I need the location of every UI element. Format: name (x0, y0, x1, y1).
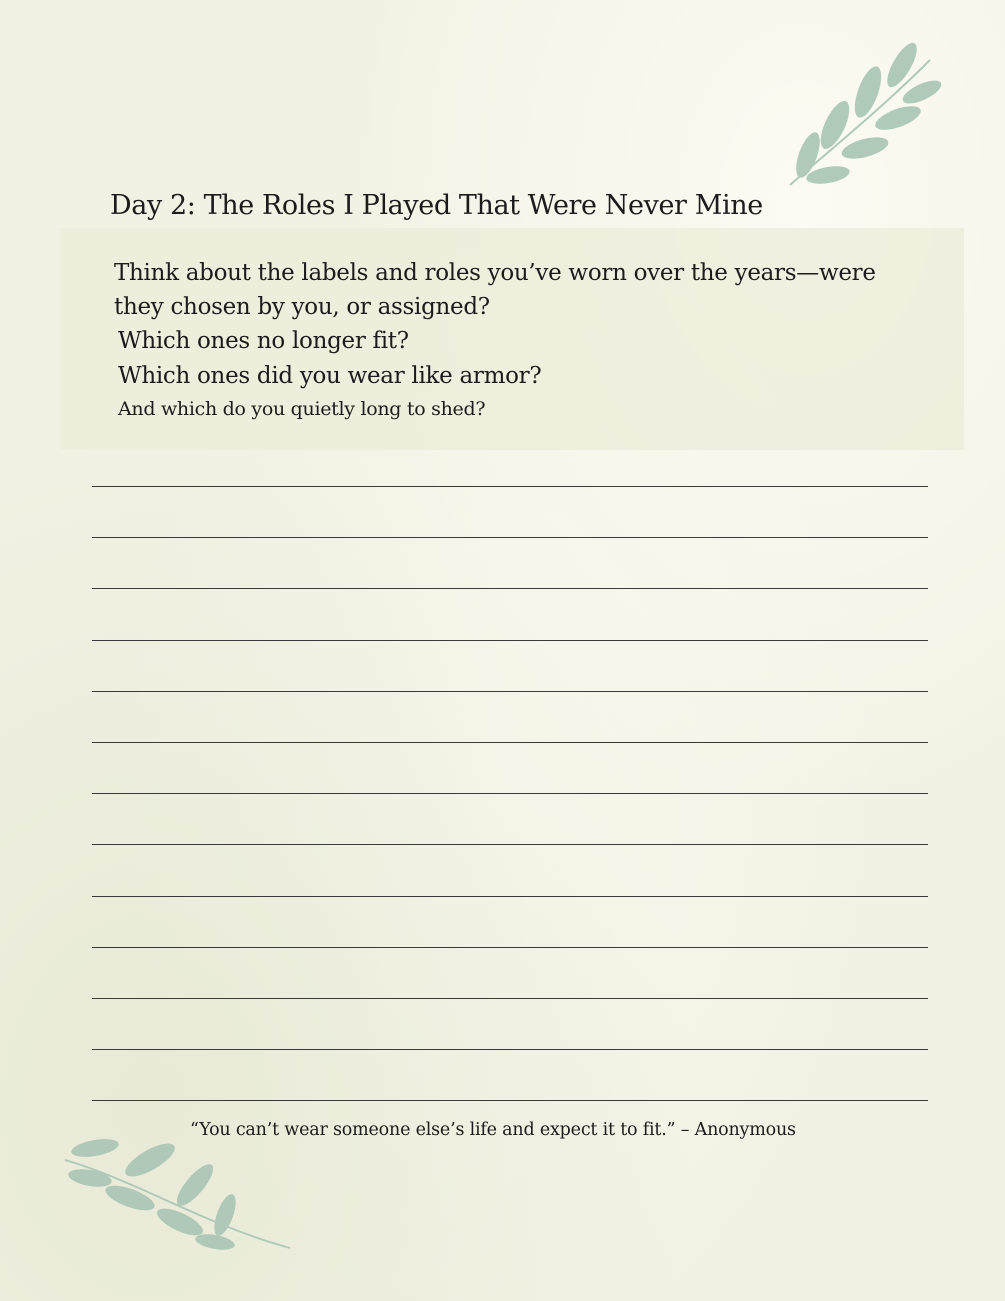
writing-line (92, 793, 928, 794)
page-title: Day 2: The Roles I Played That Were Never Mine (110, 190, 763, 221)
writing-line (92, 640, 928, 641)
writing-line (92, 486, 928, 487)
leaf-branch-icon (55, 1130, 300, 1260)
writing-line (92, 998, 928, 999)
writing-line (92, 947, 928, 948)
prompt-line: Think about the labels and roles you’ve worn over the years—were (114, 260, 876, 286)
prompt-line: And which do you quietly long to shed? (118, 398, 486, 420)
writing-line (92, 1049, 928, 1050)
writing-line (92, 896, 928, 897)
quote: “You can’t wear someone else’s life and expect it to fit.” – Anonymous (190, 1120, 796, 1140)
prompt-line: Which ones no longer fit? (118, 328, 409, 354)
prompt-line: Which ones did you wear like armor? (118, 363, 542, 389)
leaf-branch-icon (770, 30, 950, 200)
writing-line (92, 1100, 928, 1101)
writing-line (92, 844, 928, 845)
writing-line (92, 537, 928, 538)
writing-line (92, 588, 928, 589)
prompt-line: they chosen by you, or assigned? (114, 294, 490, 320)
writing-line (92, 742, 928, 743)
prompt-box (60, 228, 964, 450)
writing-line (92, 691, 928, 692)
